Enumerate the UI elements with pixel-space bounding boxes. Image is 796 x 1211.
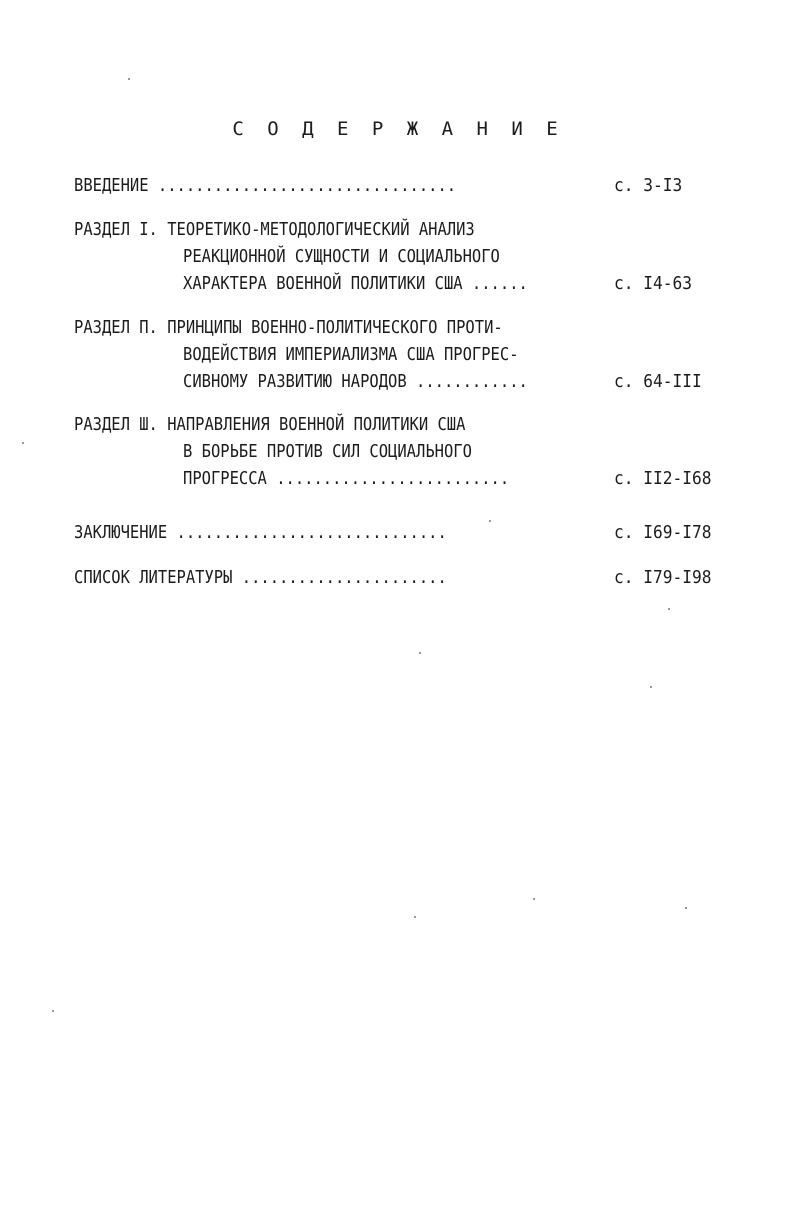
scan-speck <box>128 78 130 80</box>
scan-speck <box>533 898 535 900</box>
toc-entry-title-line: РЕАКЦИОННОЙ СУЩНОСТИ И СОЦИАЛЬНОГО <box>183 246 500 267</box>
scan-speck <box>52 1010 54 1012</box>
toc-entry-title-line: СИВНОМУ РАЗВИТИЮ НАРОДОВ ............ <box>183 371 528 392</box>
toc-entry-title-line: СПИСОК ЛИТЕРАТУРЫ ...................... <box>74 567 447 588</box>
scan-speck <box>650 686 652 688</box>
toc-entry-page: с. 3-I3 <box>614 175 683 196</box>
scan-speck <box>668 608 670 610</box>
toc-entry-page: с. II2-I68 <box>614 468 712 489</box>
toc-entry-title-line: РАЗДЕЛ П. ПРИНЦИПЫ ВОЕННО-ПОЛИТИЧЕСКОГО ПРОТИ- <box>74 317 503 338</box>
scan-speck <box>22 442 24 444</box>
toc-entry-title-line: ПРОГРЕССА ......................... <box>183 468 510 489</box>
scan-speck <box>685 907 687 909</box>
toc-entry-page: с. 64-III <box>614 371 702 392</box>
toc-entry-title-line: ЗАКЛЮЧЕНИЕ ............................. <box>74 522 447 543</box>
scan-speck <box>489 520 491 522</box>
contents-heading: С О Д Е Р Ж А Н И Е <box>232 118 564 140</box>
scan-speck <box>414 916 416 918</box>
toc-entry-title-line: РАЗДЕЛ I. ТЕОРЕТИКО-МЕТОДОЛОГИЧЕСКИЙ АНАЛИЗ <box>74 219 475 240</box>
toc-entry-page: с. I79-I98 <box>614 567 712 588</box>
toc-entry-page: с. I4-63 <box>614 273 693 294</box>
toc-entry-page: с. I69-I78 <box>614 522 712 543</box>
toc-entry-title-line: В БОРЬБЕ ПРОТИВ СИЛ СОЦИАЛЬНОГО <box>183 441 472 462</box>
toc-entry-title-line: ВВЕДЕНИЕ ................................ <box>74 175 457 196</box>
toc-entry-title-line: РАЗДЕЛ Ш. НАПРАВЛЕНИЯ ВОЕННОЙ ПОЛИТИКИ США <box>74 414 466 435</box>
toc-entry-title-line: ХАРАКТЕРА ВОЕННОЙ ПОЛИТИКИ США ...... <box>183 273 528 294</box>
toc-entry-title-line: ВОДЕЙСТВИЯ ИМПЕРИАЛИЗМА США ПРОГРЕС- <box>183 344 519 365</box>
scan-speck <box>419 652 421 654</box>
